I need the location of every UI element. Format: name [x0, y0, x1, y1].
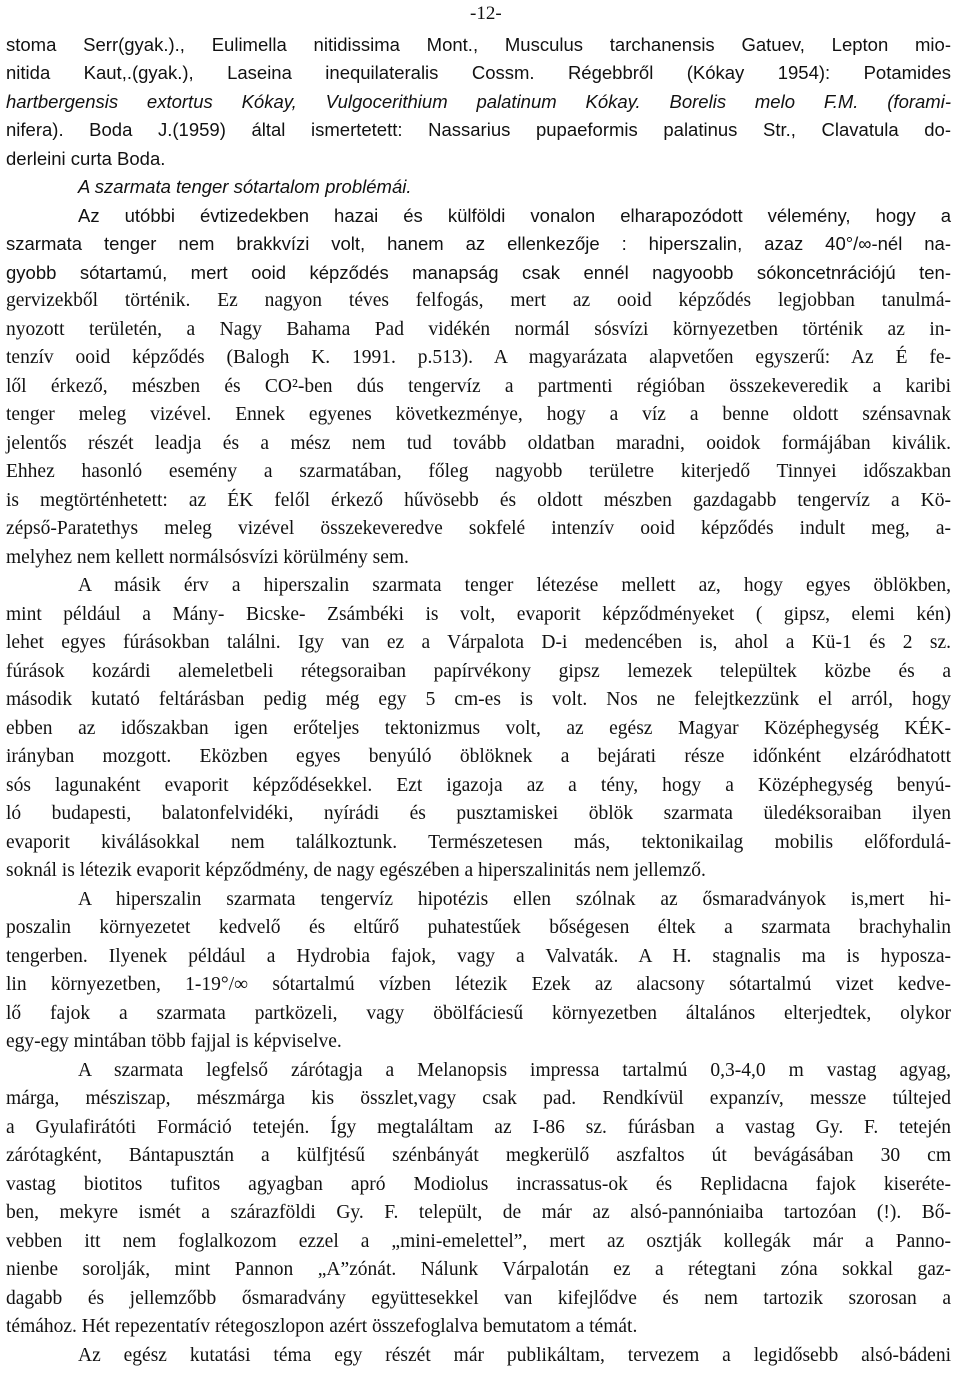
text-line: egy-egy mintában több fajjal is képviselve.	[6, 1031, 342, 1053]
text-line: soknál is létezik evaporit képződmény, de nagy egészében a hiperszalinitás nem jellemző.	[6, 860, 706, 882]
text-line: gyobb sótartamú, mert ooid képződés manapság csak ennél nagyoobb sókoncetnrációjú ten-	[6, 261, 951, 283]
text-line: zárótagként, Bántapusztán a külfjtésű szénbányát megkerülő aszfaltos út bevágásában 30 cm	[6, 1145, 951, 1167]
text-line: poszalin környezetet kedvelő és eltűrő puhatestűek bőségesen éltek a szarmata brachyhalin	[6, 917, 951, 939]
text-line: Az egész kutatási téma egy részét már publikáltam, tervezem a legidősebb alsó-bádeni	[78, 1344, 951, 1366]
text-line: A másik érv a hiperszalin szarmata tenger létezése mellett az, hogy egyes öblökben,	[78, 575, 951, 597]
text-line: lő fajok a szarmata partközeli, vagy öbölfáciesű környezetben általános elterjedtek, olykor	[6, 1002, 951, 1024]
text-line: stoma Serr(gyak.)., Eulimella nitidissima Mont., Musculus tarchanensis Gatuev, Lepton mio-	[6, 34, 951, 55]
text-line: gervizekből történik. Ez nagyon téves felfogás, mert az ooid képződés legjobban tanulmá-	[6, 290, 951, 312]
text-line: lől érkező, mészben és CO²-ben dús tengervíz a partmenti régióban összekeveredik a karibi	[6, 375, 951, 397]
text-line: is megtörténhetett: az ÉK felől érkező hűvösebb és oldott mészben gazdagabb tengervíz a Kö-	[6, 489, 951, 511]
text-line: lehet egyes fúrásokban találni. Igy van ez a Várpalota D-i medencében is, ahol a Kü-1 és 2 sz.	[6, 632, 951, 654]
text-line: vastag biotitos tufitos agyagban apró Modiolus incrassatus-ok és Replidacna fajok kiseréte-	[6, 1173, 951, 1195]
text-line: hartbergensis extortus Kókay, Vulgocerithium palatinum Kókay. Borelis melo F.M. (forami-	[6, 90, 951, 112]
text-line: tengerben. Ilyenek például a Hydrobia fajok, vagy a Valvaták. A H. stagnalis ma is hyposza-	[6, 945, 951, 967]
text-line: Ehhez hasonló esemény a szarmatában, főleg nagyobb területre kiterjedő Tinnyei időszakban	[6, 461, 951, 483]
text-line: második kutató feltárásban pedig még egy 5 cm-es is volt. Nos ne felejtkezzünk el arról, hogy	[6, 689, 951, 711]
text-line: szarmata tenger nem brakkvízi volt, hanem az ellenkezője : hiperszalin, azaz 40°/∞-nél na-	[6, 233, 951, 255]
text-line: márga, mésziszap, mészmárga kis összlet,vagy csak pad. Rendkívül expanzív, messze túltejed	[6, 1088, 951, 1110]
text-line: ben, mekyre ismét a szárazföldi Gy. F. települt, de már az alsó-pannóniaiba tartozóan (!). Bő-	[6, 1202, 951, 1224]
text-line: A szarmata legfelső zárótagja a Melanopsis impressa tartalmú 0,3-4,0 m vastag agyag,	[78, 1059, 951, 1081]
text-line: témához. Hét repezentatív rétegoszlopon azért összefoglalva bemutatom a témát.	[6, 1316, 638, 1338]
text-line: melyhez nem kellett normálsósvízi körülmény sem.	[6, 546, 409, 568]
text-line: tenger meleg vizével. Ennek egyenes következménye, hogy a víz a benne oldott szénsavnak	[6, 404, 951, 426]
text-line: fúrások kozárdi alemeletbeli rétegsoraiban papírvékony gipsz lemezek települtek közbe és a	[6, 660, 951, 682]
text-line: sós lagunaként evaporit képződésekkel. Ezt igazoja az a tény, hogy a Középhegység benyú-	[6, 774, 951, 796]
text-line: derleini curta Boda.	[6, 147, 166, 169]
text-line: zépső-Paratethys meleg vizével összekeveredve sokfelé intenzív ooid képződés indult meg, a-	[6, 518, 951, 540]
text-line: lin környezetben, 1-19°/∞ sótartalmú vízben létezik Ezek az alacsony sótartalmú vizet kedve-	[6, 974, 951, 996]
text-line: ebben az időszakban igen erőteljes tektonizmus volt, az egész Magyar Középhegység KÉK-	[6, 717, 951, 739]
text-line: ló budapesti, balatonfelvidéki, nyírádi és pusztamiskei öblök szarmata üledéksoraiban ilyen	[6, 803, 951, 825]
text-line: vebben itt nem foglalkozom ezzel a „mini-emelettel”, mert az osztják kollegák már a Panno-	[6, 1230, 951, 1252]
text-line: nifera). Boda J.(1959) által ismertetett: Nassarius pupaeformis palatinus Str., Clavatula do-	[6, 119, 951, 141]
text-line: Az utóbbi évtizedekben hazai és külföldi vonalon elharapozódott vélemény, hogy a	[78, 204, 951, 226]
page-number: -12-	[470, 3, 502, 24]
text-line: nyozott területén, a Nagy Bahama Pad vidékén normál sósvízi környezetben történik az in-	[6, 318, 951, 340]
section-heading: A szarmata tenger sótartalom problémái.	[78, 176, 412, 198]
text-line: dagabb és jellemzőbb ősmaradvány együttesekkel van kifejlődve és nem tartozik szorosan a	[6, 1287, 951, 1309]
text-line: a Gyulafirátóti Formáció tetején. Így megtaláltam az I-86 sz. fúrásban a vastag Gy. F. tetején	[6, 1116, 951, 1138]
text-line: tenzív ooid képződés (Balogh K. 1991. p.513). A magyarázata alapvetően egyszerű: Az É fe-	[6, 347, 951, 369]
text-line: nienbe sorolják, mint Pannon „A”zónát. Nálunk Várpalotán ez a rétegtani zóna sokkal gaz-	[6, 1259, 951, 1281]
text-line: evaporit kiválásokkal nem találkoztunk. Természetesen más, tektonikailag mobilis előfordulá-	[6, 831, 951, 853]
text-line: mint például a Mány- Bicske- Zsámbéki is volt, evaporit képződményeket ( gipsz, elemi kén)	[6, 603, 951, 625]
text-line: A hiperszalin szarmata tengervíz hipotézis ellen szólnak az ősmaradványok is,mert hi-	[78, 888, 951, 910]
text-line: nitida Kaut,.(gyak.), Laseina inequilateralis Cossm. Régebbről (Kókay 1954): Potamides	[6, 62, 951, 84]
text-line: irányban mozgott. Eközben egyes benyúló öblöknek a bejárati része időnként elzáródhatott	[6, 746, 951, 768]
text-line: jelentős részét leadja és a mész nem tud tovább oldatban maradni, ooidok formájában kiválik.	[6, 432, 951, 454]
